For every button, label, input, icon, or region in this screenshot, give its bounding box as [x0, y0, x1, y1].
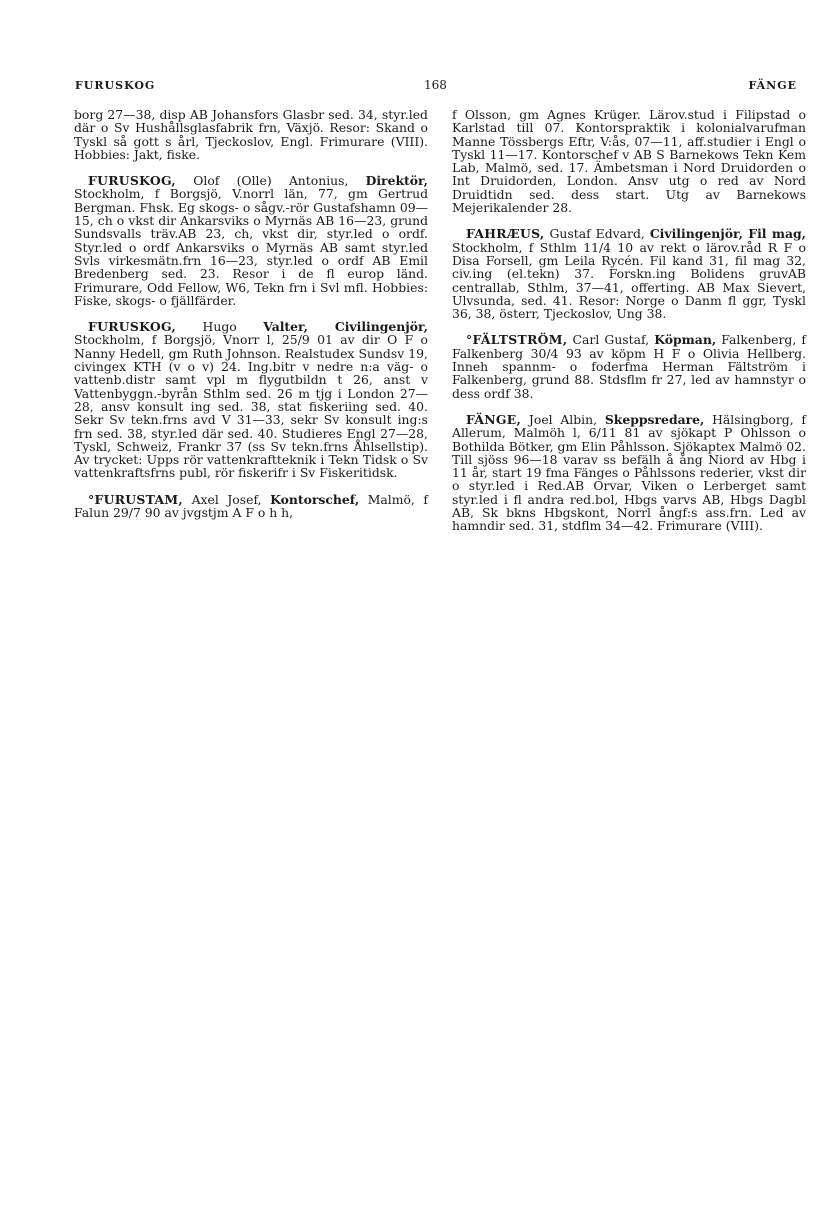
entry-surname: °FÄLTSTRÖM,	[466, 332, 568, 348]
entry-text: borg 27—38, disp AB Johansfors Glasbr sed. 34, styr.led där o Sv Hushållsglasfabrik frn, Växjö. Resor: Skand o Tyskl så gott s årl, Tjeckoslov, Engl. Frimurare (VIII). Hobbies: Jakt, fiske.	[74, 107, 428, 162]
entry-title: Köpman,	[654, 332, 717, 348]
entry-given-names: Olof (Olle) Antonius,	[176, 173, 366, 189]
entry-title: Kontorschef,	[270, 491, 360, 507]
entry-text: Falkenberg, f Falkenberg 30/4 93 av köpm H F o Olivia Hellberg. Inneh spannm- o foderfma Herman Fältström i Falkenberg, grund 88. Stdsflm fr 27, led av hamnstyr o dess ordf 38.	[452, 332, 806, 401]
biography-entry	[74, 108, 428, 161]
entry-text: Stockholm, f Borgsjö, Vnorr l, 25/9 01 av dir O F o Nanny Hedell, gm Ruth Johnson. Realstudex Sundsv 19, civingex KTH (v o v) 24. Ing.bitr v nedre n:a väg- o vattenb.distr samt vpl m flygutbildn t 26, anst v Vattenbyggn.-byrån Sthlm sed. 26 m tjg i London 27—28, ansv konsult ing sed. 38, stat fiskeriing sed. 40. Sekr Sv tekn.frns avd V 31—33, sekr Sv konsult ing:s frn sed. 38, styr.led där sed. 40. Studieres Engl 27—28, Tyskl, Schweiz, Frankr 37 (ss Sv tekn.frns Åhlsellstip). Av trycket: Upps rör vattenkraftteknik i Tekn Tidsk o Sv vattenkraftsfrns publ, rör fiskerifr i Sv Fiskeritidsk.	[74, 332, 428, 481]
entry-given-names: Joel Albin,	[521, 411, 605, 427]
entry-text: Hälsingborg, f Allerum, Malmöh l, 6/11 81 av sjökapt P Ohlsson o Bothilda Bötker, gm Elin Påhlsson. Sjökaptex Malmö 02. Till sjöss 96—18 varav ss befälh å ång Niord av Hbg i 11 år, start 19 fma Fänges o Påhlssons rederier, vkst dir o styr.led i Red.AB Orvar, Viken o Lerberget samt styr.led i fl andra red.bol, Hbgs varvs AB, Hbgs Dagbl AB, Sk bkns Hbgskont, Norrl ångf:s ass.frn. Led av hamndir sed. 31, stdflm 34—42. Frimurare (VIII).	[452, 411, 806, 534]
page-number: 168	[424, 78, 447, 92]
entry-surname: FURUSKOG,	[88, 319, 177, 335]
right-column	[452, 108, 806, 546]
entry-title: Direktör,	[365, 173, 428, 189]
biography-entry	[74, 174, 428, 307]
entry-surname: FÄNGE,	[466, 411, 522, 427]
left-column	[74, 108, 428, 532]
biography-entry	[452, 108, 806, 214]
entry-surname: FAHRÆUS,	[466, 226, 545, 242]
entry-given-names: Axel Josef,	[183, 491, 271, 507]
entry-text: Stockholm, f Borgsjö, V.norrl län, 77, gm Gertrud Bergman. Fhsk. Eg skogs- o sågv.-rör Gustafshamn 09—15, ch o vkst dir Ankarsviks o Myrnäs AB 16—23, grund Sundsvalls träv.AB 23, ch, vkst dir, styr.led o ordf. Styr.led o ordf Ankarsviks o Myrnäs AB samt styr.led Svls virkesmätn.frn 16—23, styr.led o ordf AB Emil Bredenberg sed. 23. Resor i de fl europ länd. Frimurare, Odd Fellow, W6, Tekn frn i Svl mfl. Hobbies: Fiske, skogs- o fjällfärder.	[74, 186, 428, 308]
biography-entry	[74, 493, 428, 520]
entry-title: Skeppsredare,	[604, 411, 705, 427]
entry-text: Malmö, f Falun 29/7 90 av jvgstjm A F o h h,	[74, 491, 428, 521]
entry-given-names: Carl Gustaf,	[567, 332, 655, 348]
running-head-left: FURUSKOG	[75, 79, 156, 92]
entry-text: f Olsson, gm Agnes Krüger. Lärov.stud i Filipstad o Karlstad till 07. Kontorspraktik i kolonialvarufman Manne Tössbergs Eftr, V:ås, 07—11, aff.studier i Engl o Tyskl 11—17. Kontorschef v AB S Barnekows Tekn Kem Lab, Malmö, sed. 17. Ämbetsman i Nord Druidorden o Int Druidorden, London. Ansv utg o red av Nord Druidtidn sed. dess start. Utg av Barnekows Mejerikalender 28.	[452, 107, 806, 216]
entry-text: Stockholm, f Sthlm 11/4 10 av rekt o lärov.råd R F o Disa Forsell, gm Leila Rycén. Fil kand 31, fil mag 32, civ.ing (el.tekn) 37. Forskn.ing Bolidens gruvAB centrallab, Sthlm, 37—41, offerting. AB Max Sievert, Ulvsunda, sed. 41. Resor: Norge o Danm fl ggr, Tyskl 36, 38, österr, Tjeckoslov, Ung 38.	[452, 239, 806, 322]
biography-entry	[452, 413, 806, 533]
biography-entry	[452, 227, 806, 320]
entry-surname: °FURUSTAM,	[88, 491, 184, 507]
entry-given-names: Gustaf Edvard,	[544, 226, 650, 242]
entry-title: Valter, Civilingenjör,	[263, 319, 428, 335]
running-head-right: FÄNGE	[748, 79, 797, 92]
entry-title: Civilingenjör, Fil mag,	[649, 226, 806, 242]
biography-entry	[74, 320, 428, 480]
biography-entry	[452, 333, 806, 399]
entry-given-names: Hugo	[176, 319, 264, 335]
entry-surname: FURUSKOG,	[88, 173, 177, 189]
